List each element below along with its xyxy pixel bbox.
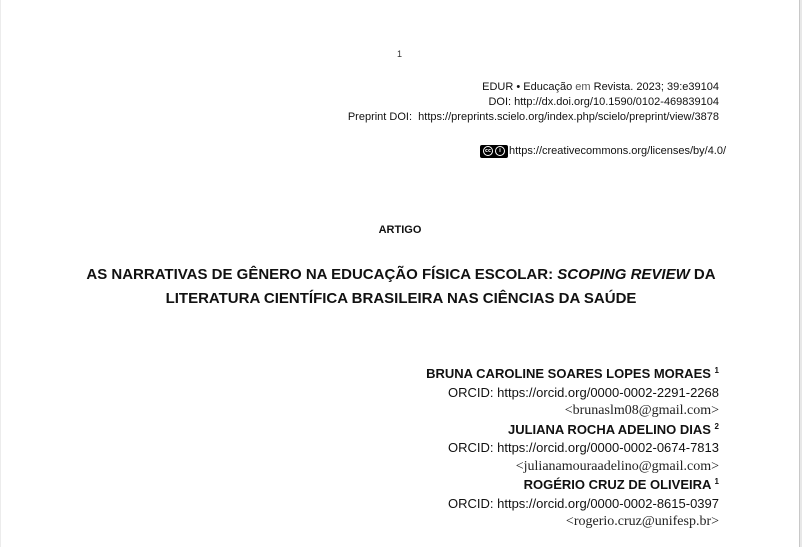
journal-separator: • (513, 81, 524, 93)
author-name-text: BRUNA CAROLINE SOARES LOPES MORAES (426, 366, 711, 381)
cc-icon: cc (483, 146, 493, 156)
cc-license-badge (480, 145, 508, 158)
journal-title-start: Educação (523, 81, 576, 93)
license-url-link[interactable]: https://creativecommons.org/licenses/by/4.0/ (509, 145, 727, 157)
title-italic: SCOPING REVIEW (557, 266, 690, 283)
doi-link[interactable]: DOI: http://dx.doi.org/10.1590/0102-469839104 (488, 96, 719, 108)
preprint-label: Preprint DOI: (347, 111, 413, 123)
author-name (426, 476, 719, 495)
author-list (426, 365, 719, 532)
author-email-link[interactable]: <rogerio.cruz@unifesp.br> (565, 514, 719, 529)
journal-title-end: Revista. 2023; 39:e39104 (590, 81, 719, 93)
author-orcid-link[interactable]: ORCID: https://orcid.org/0000-0002-2291-2268 (448, 384, 719, 400)
author-email-link[interactable]: <julianamouraadelino@gmail.com> (515, 458, 719, 474)
journal-title-em: em (575, 81, 591, 93)
author-email-link[interactable]: <brunaslm08@gmail.com> (564, 403, 719, 418)
affiliation-mark: 1 (714, 366, 719, 375)
attribution-icon: i (495, 146, 505, 156)
title-part-1: AS NARRATIVAS DE GÊNERO NA EDUCAÇÃO FÍSICA ESCOLAR: (86, 266, 558, 283)
author-name (426, 365, 719, 384)
author-name (426, 421, 719, 440)
preprint-doi (348, 110, 719, 125)
license-line (480, 144, 726, 158)
author-name-text: ROGÉRIO CRUZ DE OLIVEIRA (523, 477, 711, 492)
article-title (41, 263, 761, 311)
section-label: ARTIGO (378, 224, 422, 236)
journal-abbrev: EDUR (482, 81, 514, 93)
affiliation-mark: 2 (714, 421, 719, 431)
title-part-2: DA LITERATURA CIENTÍFICA BRASILEIRA NAS CIÊNCIAS DA SAÚDE (165, 266, 716, 307)
preprint-url-link[interactable]: https://preprints.scielo.org/index.php/scielo/preprint/view/3878 (418, 111, 719, 123)
author-orcid-link[interactable]: ORCID: https://orcid.org/0000-0002-8615-0397 (448, 495, 719, 511)
affiliation-mark: 1 (714, 477, 719, 486)
author-name-text: JULIANA ROCHA ADELINO DIAS (507, 421, 711, 437)
page-number: 1 (397, 49, 403, 59)
citation-block (348, 80, 719, 125)
journal-citation (348, 80, 719, 95)
author-orcid-link[interactable]: ORCID: https://orcid.org/0000-0002-0674-7813 (448, 440, 719, 455)
